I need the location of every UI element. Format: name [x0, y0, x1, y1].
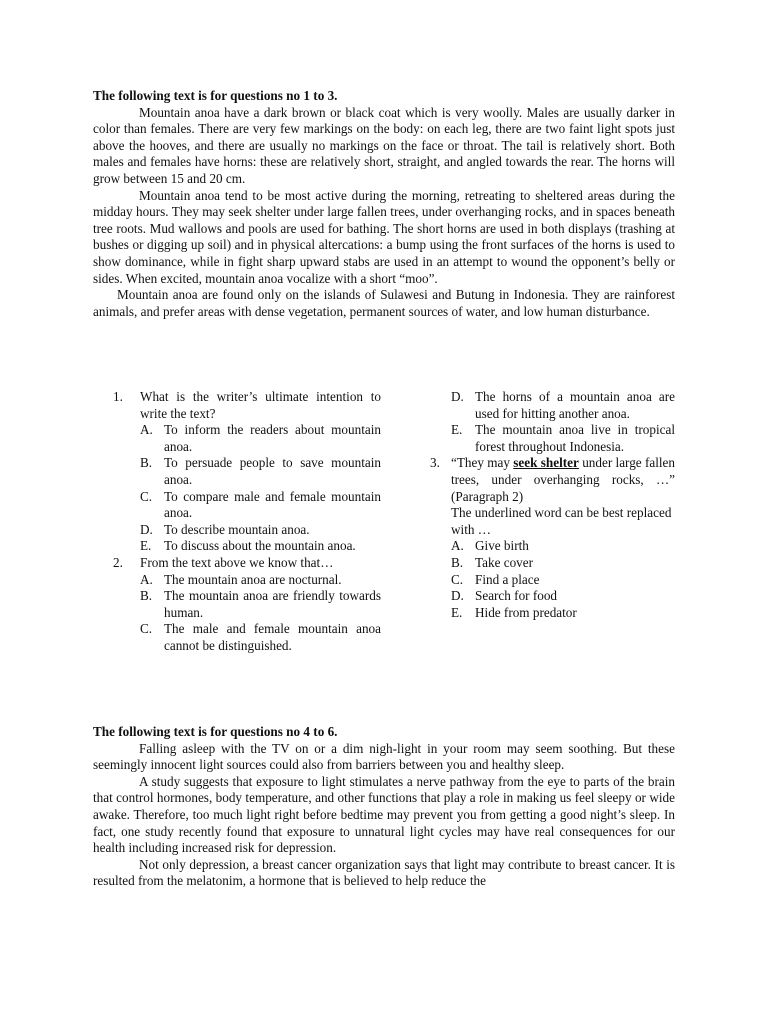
option-letter: C.: [451, 571, 464, 587]
answer-option: [140, 621, 381, 654]
answer-option: [451, 555, 675, 572]
option-text: The horns of a mountain anoa are used for hitting another anoa.: [475, 389, 675, 421]
answer-option: [140, 588, 381, 621]
option-text: To discuss about the mountain anoa.: [164, 538, 356, 554]
answer-option: [140, 422, 381, 455]
option-letter: B.: [140, 588, 153, 604]
question-number: 2.: [113, 554, 123, 570]
option-text: Give birth: [475, 538, 529, 554]
questions-left-column: [113, 389, 381, 655]
option-text: The mountain anoa are friendly towards human.: [164, 588, 381, 620]
passage-2-paragraph-2: A study suggests that exposure to light stimulates a nerve pathway from the eye to parts of the brain that control hormones, body temperature, and other functions that play a role in making us feel sleepy or wide awake. Therefore, too much light right before bedtime may prevent you from getting a good night’s sleep. In fact, one study recently found that exposure to unnatural light cycles may have real consequences for our health including increased risk for depression.: [93, 773, 675, 856]
answer-option: [140, 489, 381, 522]
option-text: Find a place: [475, 571, 540, 587]
option-text: The mountain anoa are nocturnal.: [164, 571, 342, 587]
question-number: 3.: [430, 455, 440, 471]
question-3: [430, 455, 675, 505]
question-number: 1.: [113, 389, 123, 404]
option-text: The mountain anoa live in tropical forest throughout Indonesia.: [475, 422, 675, 454]
answer-option: [451, 605, 675, 622]
answer-option: [451, 572, 675, 589]
underlined-phrase: seek shelter: [513, 455, 579, 471]
option-letter: C.: [140, 621, 153, 637]
question-2: [113, 555, 381, 572]
question-text: From the text above we know that…: [140, 554, 334, 570]
answer-option: [451, 538, 675, 555]
passage-2-paragraph-3: Not only depression, a breast cancer organization says that light may contribute to breast cancer. It is resulted from the melatonim, a hormone that is believed to help reduce the: [93, 856, 675, 889]
passage-2: [93, 724, 675, 890]
option-letter: C.: [140, 488, 153, 504]
passage-1-paragraph-1: Mountain anoa have a dark brown or black coat which is very woolly. Males are usually darker in color than females. There are very few markings on the body: on each leg, there are two faint light spots just above the hooves, and there are usually no markings on the face or throat. The tail is relatively short. Both males and females have horns: these are relatively short, straight, and angled towards the rear. The horns will grow between 15 and 20 cm.: [93, 104, 675, 186]
option-letter: A.: [451, 538, 464, 554]
option-letter: D.: [451, 588, 464, 604]
passage-1-paragraph-2: Mountain anoa tend to be most active during the morning, retreating to sheltered areas during the midday hours. They may seek shelter under large fallen trees, under overhanging rocks, and in spaces beneath tree roots. Mud wallows and pools are used for bathing. The short horns are used in both displays (trashing at bushes or digging up soil) and in physical altercations: a bump using the front surfaces of the horns is used to show dominance, while in fight sharp upward stabs are used in an attempt to wound the opponent’s belly or sides. When excited, mountain anoa vocalize with a short “moo”.: [93, 187, 675, 286]
question-prompt: The underlined word can be best replaced with …: [451, 505, 672, 537]
answer-option: [451, 389, 675, 422]
question-1: [113, 389, 381, 422]
option-letter: E.: [140, 538, 152, 554]
questions-right-column: [430, 389, 675, 621]
option-text: To persuade people to save mountain anoa.: [164, 455, 381, 487]
section-2-heading: The following text is for questions no 4 to 6.: [93, 724, 338, 739]
option-text: To inform the readers about mountain anoa.: [164, 422, 381, 454]
option-letter: E.: [451, 422, 463, 438]
answer-option: [140, 572, 381, 589]
section-1-heading: The following text is for questions no 1 to 3.: [93, 88, 338, 103]
question-text: “They may seek shelter under large fallen trees, under overhanging rocks, …” (Paragraph 2): [451, 455, 675, 504]
answer-option: [451, 588, 675, 605]
answer-option: [140, 455, 381, 488]
option-text: Search for food: [475, 588, 558, 604]
answer-option: [451, 422, 675, 455]
option-letter: D.: [140, 521, 153, 537]
option-letter: E.: [451, 604, 463, 620]
option-text: To describe mountain anoa.: [164, 521, 310, 537]
option-text: The male and female mountain anoa cannot be distinguished.: [164, 621, 381, 653]
answer-option: [140, 538, 381, 555]
passage-1: [93, 88, 675, 320]
passage-1-paragraph-3: Mountain anoa are found only on the islands of Sulawesi and Butung in Indonesia. They are rainforest animals, and prefer areas with dense vegetation, permanent sources of water, and low human disturbance.: [93, 287, 675, 319]
option-text: Take cover: [475, 554, 534, 570]
option-letter: D.: [451, 389, 464, 404]
option-text: Hide from predator: [475, 604, 577, 620]
option-letter: B.: [140, 455, 153, 471]
option-letter: B.: [451, 554, 464, 570]
option-text: To compare male and female mountain anoa.: [164, 488, 381, 521]
option-letter: A.: [140, 422, 153, 438]
option-letter: A.: [140, 571, 153, 587]
answer-option: [140, 522, 381, 539]
passage-2-paragraph-1: Falling asleep with the TV on or a dim nigh-light in your room may seem soothing. But these seemingly innocent light sources could also from barriers between you and healthy sleep.: [93, 740, 675, 773]
question-text: What is the writer’s ultimate intention to write the text?: [140, 389, 381, 421]
